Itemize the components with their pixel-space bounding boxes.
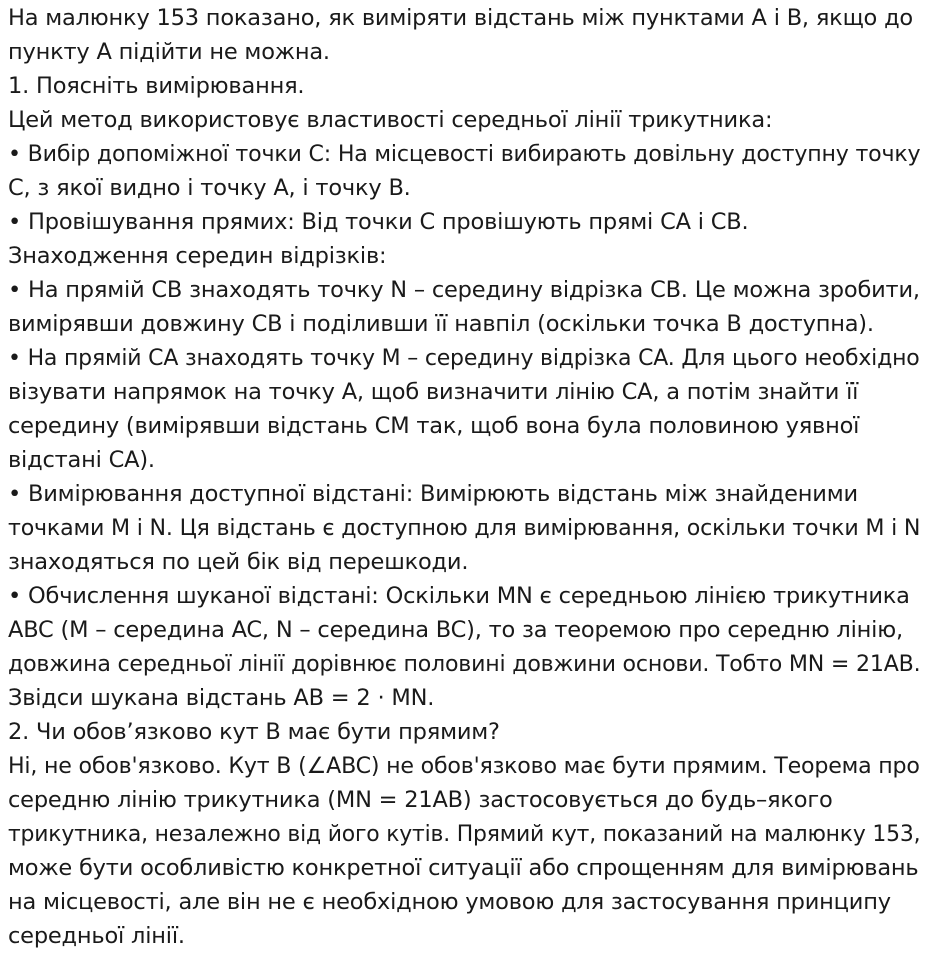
- bullet-item: • Провішування прямих: Від точки C провішують прямі CA і CB.: [8, 209, 749, 235]
- bullet-item: • Обчислення шуканої відстані: Оскільки MN є середньою лінією трикутника: [8, 583, 910, 609]
- text-line: може бути особливістю конкретної ситуації або спрощенням для вимірювань: [8, 855, 919, 881]
- text-line: Звідси шукана відстань AB = 2 ⋅ MN.: [8, 685, 435, 711]
- text-line: ABC (M – середина AC, N – середина BC), то за теоремою про середню лінію,: [8, 617, 903, 643]
- document-body: [0, 1, 928, 953]
- text-line: середину (вимірявши відстань CM так, щоб вона була половиною уявної: [8, 413, 860, 439]
- text-line: пункту A підійти не можна.: [8, 39, 330, 65]
- text-line: точками M і N. Ця відстань є доступною для вимірювання, оскільки точки M і N: [8, 515, 921, 541]
- text-line: Знаходження середин відрізків:: [8, 243, 387, 269]
- text-line: Цей метод використовує властивості середньої лінії трикутника:: [8, 107, 773, 133]
- text-line: візувати напрямок на точку A, щоб визначити лінію CA, а потім знайти її: [8, 379, 859, 405]
- bullet-item: • На прямій CB знаходять точку N – середину відрізка CB. Це можна зробити,: [8, 277, 920, 303]
- text-line: довжина середньої лінії дорівнює половині довжини основи. Тобто MN = 21AB.: [8, 651, 921, 677]
- text-line: середню лінію трикутника (MN = 21AB) застосовується до будь–якого: [8, 787, 833, 813]
- text-line: Ні, не обов'язково. Кут B (∠ABC) не обов'язково має бути прямим. Теорема про: [8, 753, 920, 779]
- bullet-item: • На прямій CA знаходять точку M – середину відрізка CA. Для цього необхідно: [8, 345, 920, 371]
- text-line: трикутника, незалежно від його кутів. Прямий кут, показаний на малюнку 153,: [8, 821, 921, 847]
- bullet-item: • Вибір допоміжної точки C: На місцевості вибирають довільну доступну точку: [8, 141, 921, 167]
- question-heading: 2. Чи обов’язково кут B має бути прямим?: [8, 719, 500, 745]
- bullet-item: • Вимірювання доступної відстані: Вимірюють відстань між знайденими: [8, 481, 858, 507]
- text-line: знаходяться по цей бік від перешкоди.: [8, 549, 469, 575]
- text-line: На малюнку 153 показано, як виміряти відстань між пунктами A і B, якщо до: [8, 5, 913, 31]
- text-line: C, з якої видно і точку A, і точку B.: [8, 175, 411, 201]
- text-line: середньої лінії.: [8, 923, 185, 949]
- text-line: вимірявши довжину CB і поділивши її навпіл (оскільки точка B доступна).: [8, 311, 874, 337]
- text-line: на місцевості, але він не є необхідною умовою для застосування принципу: [8, 889, 891, 915]
- text-line: відстані CA).: [8, 447, 155, 473]
- question-heading: 1. Поясніть вимірювання.: [8, 73, 305, 99]
